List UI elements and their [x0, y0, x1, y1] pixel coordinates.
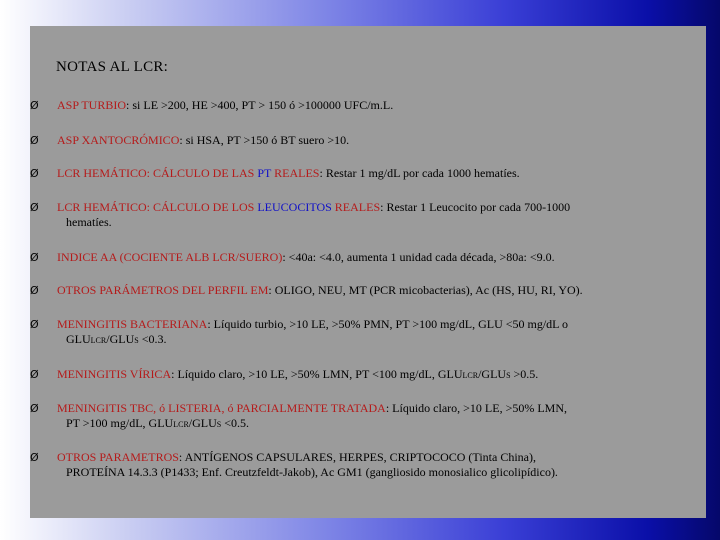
note-heading: MENINGITIS VÍRICA	[57, 367, 172, 381]
arrow-bullet-icon: Ø	[30, 251, 39, 264]
note-text: : <40a: <4.0, aumenta 1 unidad cada década, >80a: <9.0.	[282, 250, 555, 264]
note-heading-end: REALES	[271, 166, 320, 180]
note-text-end: >0.5.	[510, 367, 539, 381]
note-text: : si HSA, PT >150 ó BT suero >10.	[179, 133, 350, 147]
arrow-bullet-icon: Ø	[30, 368, 39, 381]
note-heading: OTROS PARÁMETROS DEL PERFIL EM	[57, 283, 269, 297]
note-heading-end: REALES	[331, 200, 381, 214]
note-text: : Líquido claro, >10 LE, >50% LMN,	[385, 401, 567, 415]
note-heading: OTROS PARAMETROS	[57, 450, 179, 464]
note-heading: INDICE AA (COCIENTE ALB LCR/SUERO)	[57, 250, 283, 264]
note-text-continued: PROTEÍNA 14.3.3 (P1433; Enf. Creutzfeldt-Jakob), Ac GM1 (gangliosido monosialico glicolipídico).	[66, 465, 558, 479]
note-text-continued: hematíes.	[66, 215, 112, 229]
note-text-mid: /GLU	[478, 367, 507, 381]
note-heading: MENINGITIS BACTERIANA	[57, 317, 208, 331]
note-text: : Restar 1 Leucocito por cada 700-1000	[380, 200, 571, 214]
arrow-bullet-icon: Ø	[30, 284, 39, 297]
arrow-bullet-icon: Ø	[30, 201, 39, 214]
note-text-continued: PT >100 mg/dL, GLULCR/GLUS <0.5.	[66, 416, 250, 430]
arrow-bullet-icon: Ø	[30, 402, 39, 415]
note-text: : Restar 1 mg/dL por cada 1000 hematíes.	[319, 166, 520, 180]
note-text: : Líquido claro, >10 LE, >50% LMN, PT <100 mg/dL, GLU	[171, 367, 463, 381]
arrow-bullet-icon: Ø	[30, 134, 39, 147]
note-text: : si LE >200, HE >400, PT > 150 ó >100000 UFC/m.L.	[126, 98, 394, 112]
note-text: : Líquido turbio, >10 LE, >50% PMN, PT >100 mg/dL, GLU <50 mg/dL o	[207, 317, 569, 331]
note-highlight: LEUCOCITOS	[257, 200, 332, 214]
subscript-lcr: LCR	[462, 371, 479, 380]
note-text: : OLIGO, NEU, MT (PCR micobacterias), Ac (HS, HU, RI, YO).	[268, 283, 583, 297]
arrow-bullet-icon: Ø	[30, 99, 39, 112]
note-text-continued: GLULCR/GLUS <0.3.	[66, 332, 167, 346]
note-heading: ASP TURBIO	[57, 98, 127, 112]
note-highlight: PT	[257, 166, 272, 180]
arrow-bullet-icon: Ø	[30, 167, 39, 180]
arrow-bullet-icon: Ø	[30, 318, 39, 331]
notes-title: NOTAS AL LCR:	[56, 59, 169, 75]
note-heading: MENINGITIS TBC, ó LISTERIA, ó PARCIALMENTE TRATADA	[57, 401, 386, 415]
note-heading: LCR HEMÁTICO: CÁLCULO DE LAS	[57, 166, 258, 180]
arrow-bullet-icon: Ø	[30, 451, 39, 464]
note-text: : ANTÍGENOS CAPSULARES, HERPES, CRIPTOCOCO (Tinta China),	[178, 450, 536, 464]
note-heading: LCR HEMÁTICO: CÁLCULO DE LOS	[57, 200, 258, 214]
note-heading: ASP XANTOCRÓMICO	[57, 133, 180, 147]
subscript-s: S	[506, 371, 511, 380]
slide-panel	[30, 26, 706, 518]
